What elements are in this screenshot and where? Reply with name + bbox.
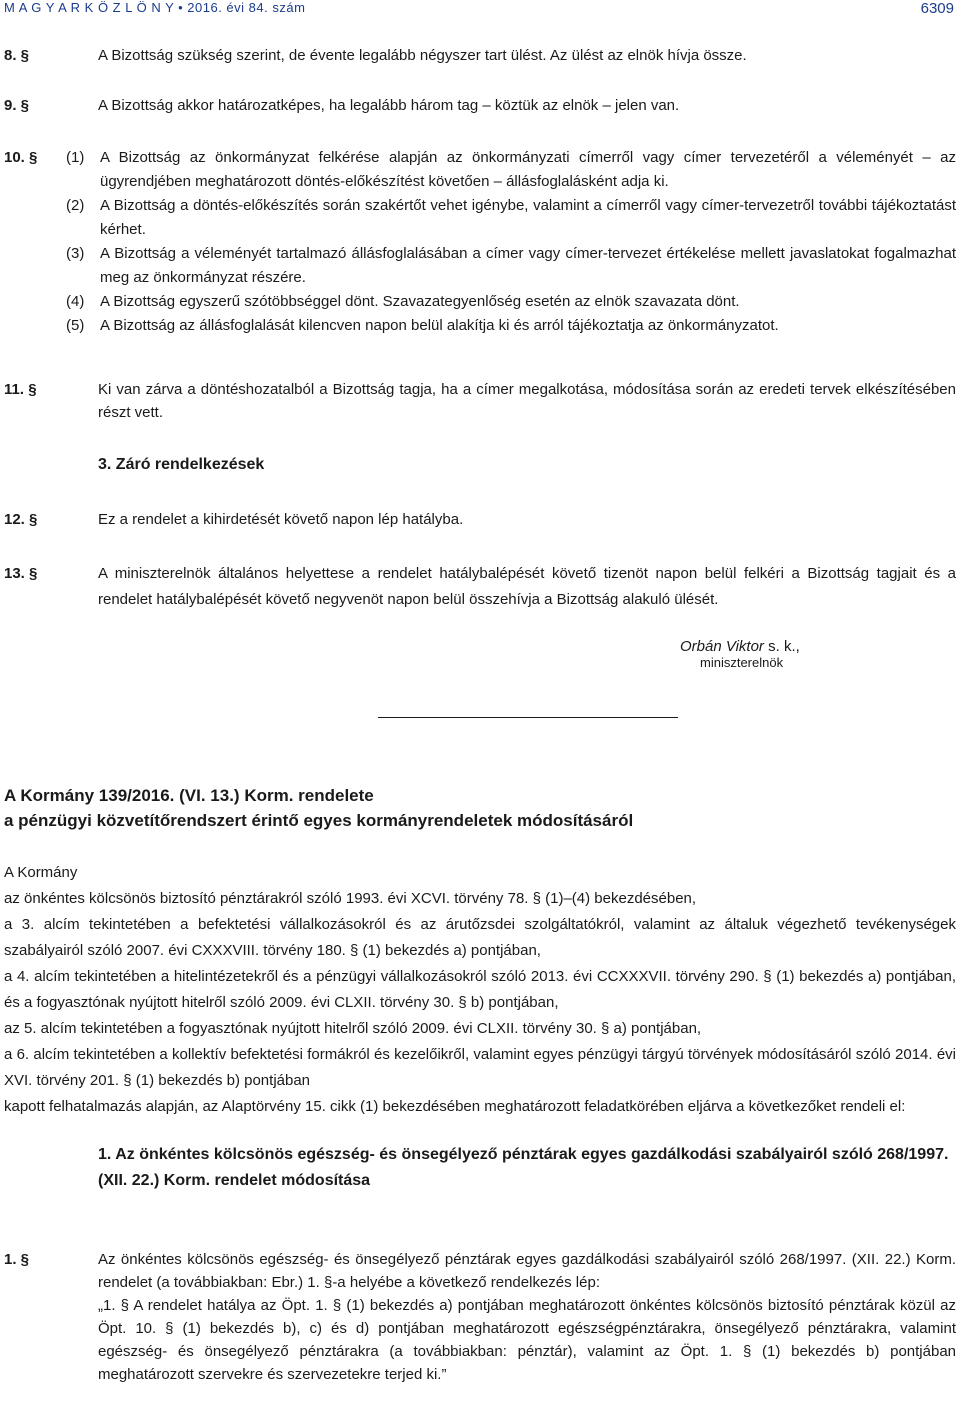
section-number: 9. § [4,97,30,114]
section-text: Ez a rendelet a kihirdetését követő napon lép hatályba. [98,511,464,528]
paragraph-number: (2) [66,197,85,214]
paragraph-number: (3) [66,245,85,262]
paragraph-text: A Bizottság a döntés-előkészítés során szakértőt vehet igénybe, valamint a címerről vagy címer-tervezetről további tájékoztatást kérhet. [100,197,956,238]
paragraph-text: A Bizottság a véleményét tartalmazó állásfoglalásában a címer vagy címer-tervezet értékelése mellett javaslatokat fogalmazhat meg az önkormányzat részére. [100,245,956,286]
quoted-provision: „1. § A rendelet hatálya az Öpt. 1. § (1) bekezdés a) pontjában meghatározott önkéntes kölcsönös biztosító pénztárak közül az Öpt. 10. § (1) bekezdés b), c) és d) pontjában meghatározott egészségpénztárakra, önsegélyező pénztárakra, valamint egészség- és önsegélyező pénztárakra (a továbbiakban: pénztár), valamint az Öpt. 1. § (1) bekezdés b) pontjában meghatározott szervekre és szervezetekre terjed ki.” [98,1297,956,1383]
section-text: A Bizottság szükség szerint, de évente legalább négyszer tart ülést. Az ülést az elnök hívja össze. [98,47,747,64]
basis-item: az 5. alcím tekintetében a fogyasztónak nyújtott hitelről szóló 2009. évi CLXII. törvény 30. § a) pontjában, [4,1020,702,1037]
section-10 [4,146,956,338]
basis-item: a 3. alcím tekintetében a befektetési vállalkozásokról és az árutőzsdei szolgáltatókról, valamint az általuk végezhető tevékenységek szabályairól szóló 2007. évi CXXXVIII. törvény 180. § (1) bekezdés a) pontjában, [4,916,956,959]
paragraph-number: (5) [66,317,85,334]
legal-basis [4,886,956,1120]
signature-block [680,638,800,670]
section-12 [4,508,956,531]
subtitle-1: 1. Az önkéntes kölcsönös egészség- és önsegélyező pénztárak egyes gazdálkodási szabályairól szóló 268/1997. (XII. 22.) Korm. rendelet módosítása [98,1146,949,1189]
section-8 [4,44,956,67]
section-number: 8. § [4,47,30,64]
basis-item: a 6. alcím tekintetében a kollektív befektetési formákról és kezelőikről, valamint egyes pénzügyi tárgyú törvények módosításáról szóló 2014. évi XVI. törvény 201. § (1) bekezdés b) pontjában [4,1046,956,1089]
section-number: 13. § [4,565,38,582]
signatory-name: Orbán Viktor [680,638,764,655]
paragraph-number: (1) [66,149,85,166]
section-number: 1. § [4,1251,30,1268]
decree-intro: A Kormány [4,864,78,881]
section-number: 12. § [4,511,38,528]
section-number: 10. § [4,149,38,166]
page-number: 6309 [920,0,954,17]
basis-item: az önkéntes kölcsönös biztosító pénztárakról szóló 1993. évi XCVI. törvény 78. § (1)–(4) bekezdésében, [4,890,697,907]
section-text: Ki van zárva a döntéshozatalból a Bizottság tagja, ha a címer megalkotása, módosítása során az eredeti tervek elkészítésében részt vett. [98,381,956,421]
section-text: A miniszterelnök általános helyettese a rendelet hatálybalépését követő tizenöt napon belül felkéri a Bizottság tagjait és a rendelet hatálybalépését követő negyvenöt napon belül összehívja a Bizottság alakuló ülését. [98,565,956,608]
signatory-role: miniszterelnök [700,655,784,670]
paragraph-3 [66,242,956,290]
section-text: Az önkéntes kölcsönös egészség- és önsegélyező pénztárak egyes gazdálkodási szabályairól szóló 268/1997. (XII. 22.) Korm. rendelet (a továbbiakban: Ebr.) 1. §-a helyébe a következő rendelkezés lép: [98,1251,956,1291]
decree-section-1 [4,1248,956,1386]
decree-subject: a pénzügyi közvetítőrendszert érintő egyes kormányrendeletek módosításáról [4,811,634,830]
paragraph-text: A Bizottság egyszerű szótöbbséggel dönt. Szavazategyenlőség esetén az elnök szavazata dönt. [100,293,740,310]
section-11 [4,378,956,424]
separator-line [378,717,678,718]
paragraph-number: (4) [66,293,85,310]
section-9 [4,94,956,117]
paragraph-4 [66,290,956,314]
chapter-heading: 3. Záró rendelkezések [98,456,265,473]
section-13 [4,561,956,613]
section-text: A Bizottság akkor határozatképes, ha legalább három tag – köztük az elnök – jelen van. [98,97,680,114]
basis-item: kapott felhatalmazás alapján, az Alaptörvény 15. cikk (1) bekezdésében meghatározott feladatkörében eljárva a következőket rendeli el: [4,1098,906,1115]
paragraph-5 [66,314,956,338]
decree-title: A Kormány 139/2016. (VI. 13.) Korm. rendelete [4,786,374,805]
basis-item: a 4. alcím tekintetében a hitelintézetekről és a pénzügyi vállalkozásokról szóló 2013. évi CCXXXVII. törvény 290. § (1) bekezdés a) pontjában, és a fogyasztónak nyújtott hitelről szóló 2009. évi CLXII. törvény 30. § b) pontjában, [4,968,956,1011]
paragraph-text: A Bizottság az önkormányzat felkérése alapján az önkormányzati címerről vagy címer tervezetéről a véleményét – az ügyrendjében meghatározott döntés-előkészítést követően – állásfoglalásként adja ki. [100,149,956,190]
paragraph-2 [66,194,956,242]
paragraph-text: A Bizottság az állásfoglalását kilencven napon belül alakítja ki és arról tájékoztatja az önkormányzatot. [100,317,779,334]
signatory-suffix: s. k., [763,638,800,655]
journal-header: M A G Y A R K Ö Z L Ö N Y • 2016. évi 84. szám [4,0,306,15]
section-number: 11. § [4,381,37,398]
paragraph-1 [66,146,956,194]
